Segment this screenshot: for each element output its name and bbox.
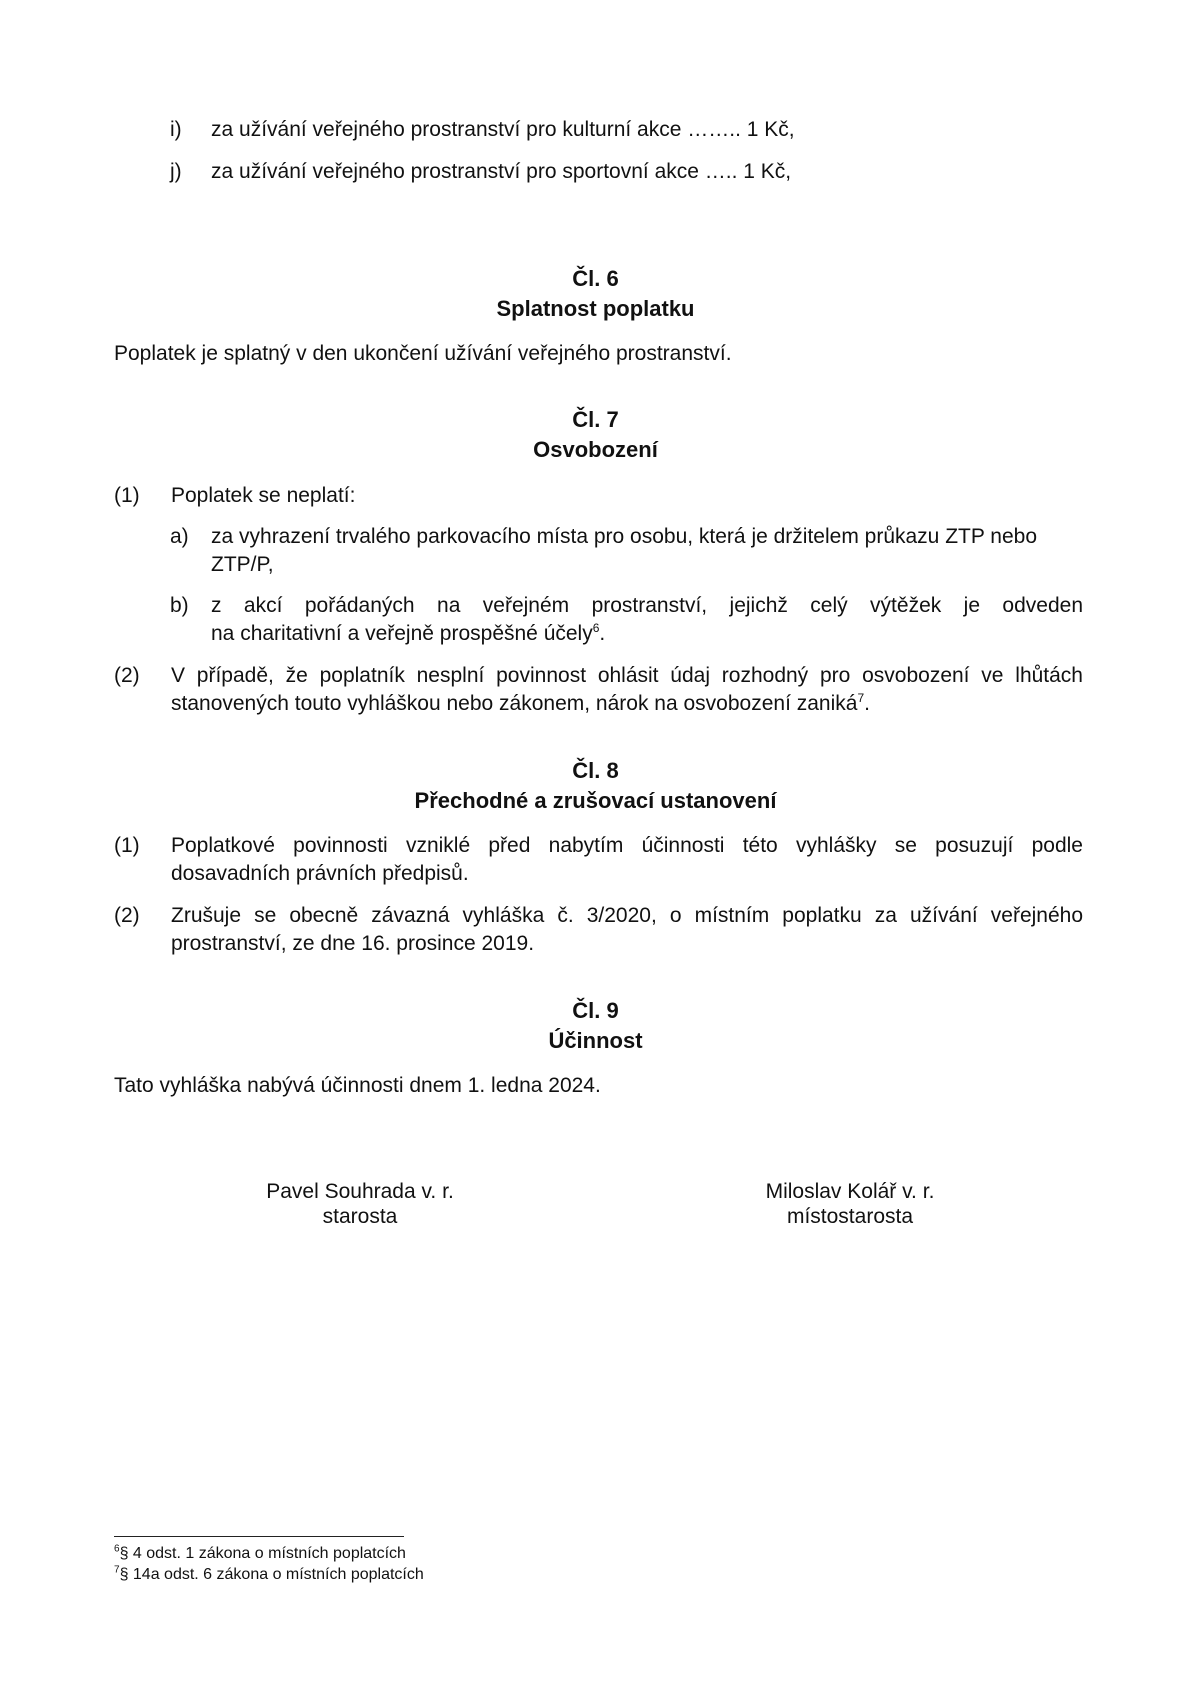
paragraph-marker: (1) xyxy=(114,484,140,507)
list-item-line: ZTP/P, xyxy=(211,553,274,576)
footnote-text: § 4 odst. 1 zákona o místních poplatcích xyxy=(119,1545,406,1562)
paragraph-line-with-ref xyxy=(171,690,870,718)
list-item-marker: b) xyxy=(170,594,189,617)
paragraph-line: V případě, že poplatník nesplní povinnost ohlásit údaj rozhodný pro osvobození ve lhůtách xyxy=(171,664,1083,687)
article-number: Čl. 8 xyxy=(572,758,619,783)
article-title: Přechodné a zrušovací ustanovení xyxy=(414,788,777,813)
article-body: Tato vyhláška nabývá účinnosti dnem 1. ledna 2024. xyxy=(114,1074,601,1097)
list-item-line-with-ref xyxy=(211,620,605,648)
paragraph-marker: (2) xyxy=(114,664,140,687)
signature-role: starosta xyxy=(322,1205,398,1228)
article-number: Čl. 6 xyxy=(572,266,619,291)
paragraph-marker: (2) xyxy=(114,904,140,927)
article-body: Poplatek je splatný v den ukončení užívání veřejného prostranství. xyxy=(114,342,732,365)
footnote-ref: 7 xyxy=(857,691,865,705)
article-number: Čl. 7 xyxy=(572,407,619,432)
article-title: Splatnost poplatku xyxy=(496,296,695,321)
signature-role: místostarosta xyxy=(786,1205,914,1228)
paragraph-tail: . xyxy=(864,692,870,715)
footnote-number: 6 xyxy=(114,1543,120,1555)
paragraph-line: Zrušuje se obecně závazná vyhláška č. 3/2020, o místním poplatku za užívání veřejného xyxy=(171,904,1083,927)
paragraph-line: prostranství, ze dne 16. prosince 2019. xyxy=(171,932,535,955)
list-item-line: za vyhrazení trvalého parkovacího místa pro osobu, která je držitelem průkazu ZTP nebo xyxy=(211,525,1038,548)
footnote xyxy=(114,1564,424,1585)
article-title: Účinnost xyxy=(548,1028,643,1053)
footnote-ref: 6 xyxy=(592,621,600,635)
signature-name: Miloslav Kolář v. r. xyxy=(765,1180,935,1203)
paragraph-line: Poplatkové povinnosti vzniklé před nabytím účinnosti této vyhlášky se posuzují podle xyxy=(171,834,1083,857)
paragraph-text: Poplatek se neplatí: xyxy=(171,484,356,507)
list-item-tail: . xyxy=(599,622,606,645)
footnote xyxy=(114,1543,406,1564)
article-title: Osvobození xyxy=(533,437,658,462)
list-item-text: na charitativní a veřejně prospěšné účely xyxy=(211,622,593,645)
list-item-text: za užívání veřejného prostranství pro kulturní akce …….. 1 Kč, xyxy=(211,118,795,141)
paragraph-marker: (1) xyxy=(114,834,140,857)
list-item-marker: j) xyxy=(170,160,182,183)
list-item-marker: a) xyxy=(170,525,189,548)
signature-name: Pavel Souhrada v. r. xyxy=(266,1180,454,1203)
list-item-text: za užívání veřejného prostranství pro sportovní akce ….. 1 Kč, xyxy=(211,160,792,183)
article-number: Čl. 9 xyxy=(572,998,619,1023)
paragraph-text: stanovených touto vyhláškou nebo zákonem, nárok na osvobození zaniká xyxy=(171,692,858,715)
footnote-text: § 14a odst. 6 zákona o místních poplatcích xyxy=(119,1566,424,1583)
footnote-separator xyxy=(114,1536,404,1537)
paragraph-line: dosavadních právních předpisů. xyxy=(171,862,469,885)
list-item-marker: i) xyxy=(170,118,182,141)
list-item-line: z akcí pořádaných na veřejném prostranství, jejichž celý výtěžek je odveden xyxy=(211,594,1083,617)
footnote-number: 7 xyxy=(114,1564,120,1576)
